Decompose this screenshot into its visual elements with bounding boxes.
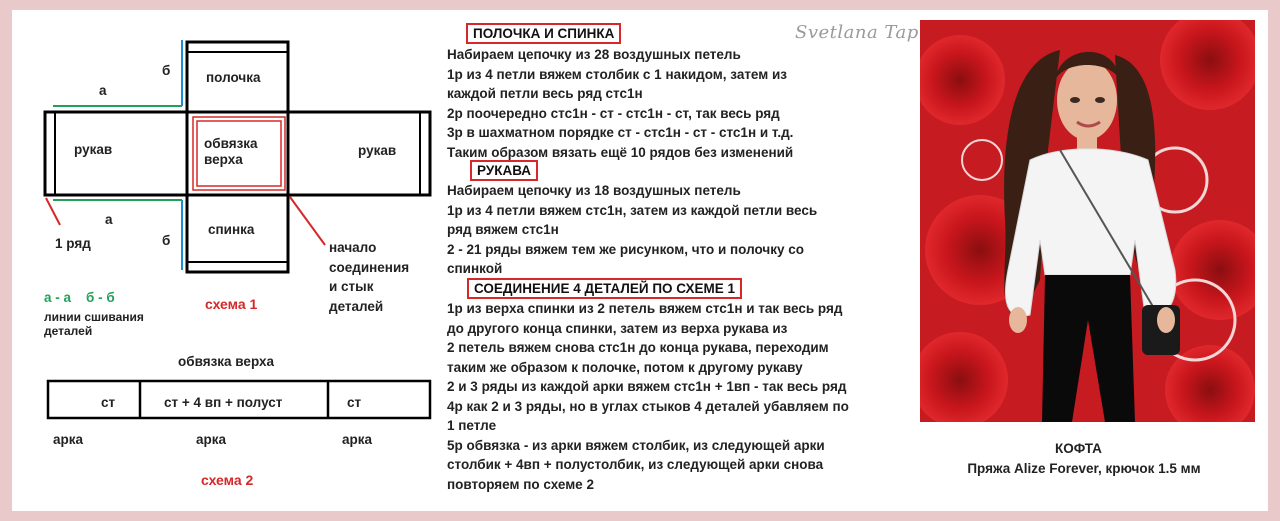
- text-line: таким же образом к полочке, потом к другому рукаву: [447, 359, 803, 375]
- seam-start-label: начало соединения и стык деталей: [329, 240, 410, 314]
- text-line: 2 петель вяжем снова стс1н до конца рукава, переходим: [447, 340, 829, 355]
- text-line: 1р из 4 петли вяжем столбик с 1 накидом, затем из: [447, 66, 788, 82]
- seam-start-pointer: [290, 197, 325, 245]
- front-label: полочка: [206, 70, 261, 85]
- back-label: спинка: [208, 222, 255, 237]
- section-heading-sleeves: РУКАВА: [470, 160, 538, 181]
- text-line: 1р из верха спинки из 2 петель вяжем стс1н и так весь ряд: [447, 301, 843, 316]
- author-signature: Svetlana Tap: [795, 22, 919, 43]
- sleeve-left-label: рукав: [74, 142, 113, 157]
- text-line: Набираем цепочку из 18 воздушных петель: [447, 183, 741, 198]
- photo-caption-title: КОФТА: [1055, 441, 1102, 456]
- seam-b-bottom-label: б: [162, 233, 171, 248]
- first-row-pointer: [46, 198, 60, 225]
- section-front-back-text: [447, 45, 793, 162]
- section-joining-text: [447, 299, 849, 494]
- text-line: до другого конца спинки, затем из верха рукава из: [447, 320, 788, 336]
- arch-label-1: арка: [53, 432, 84, 447]
- scheme-2-caption: схема 2: [201, 472, 254, 488]
- section-sleeves-text: [447, 181, 817, 279]
- text-line: 4р как 2 и 3 ряды, но в углах стыков 4 деталей убавляем по: [447, 398, 849, 414]
- section-heading-joining: СОЕДИНЕНИЕ 4 ДЕТАЛЕЙ ПО СХЕМЕ 1: [467, 278, 742, 299]
- scheme-2-cell-3: ст: [347, 395, 362, 410]
- text-line: 1р из 4 петли вяжем стс1н, затем из каждой петли весь: [447, 202, 818, 218]
- seam-a-top-label: а: [99, 83, 107, 98]
- text-line: Набираем цепочку из 28 воздушных петель: [447, 47, 741, 62]
- photo-caption-yarn: Пряжа Alize Forever, крючок 1.5 мм: [967, 461, 1201, 476]
- neckband-label: обвязка верха: [204, 136, 258, 167]
- doll-photo: [920, 20, 1255, 422]
- text-line: 5р обвязка - из арки вяжем столбик, из следующей арки: [447, 437, 825, 453]
- scheme-2-cell-2: ст + 4 вп + полуст: [164, 395, 283, 410]
- scheme-2-title: обвязка верха: [178, 354, 275, 369]
- text-line: каждой петли весь ряд стс1н: [447, 86, 643, 101]
- seam-b-top-label: б: [162, 63, 171, 78]
- arch-label-3: арка: [342, 432, 373, 447]
- arch-label-2: арка: [196, 432, 227, 447]
- text-line: 2 - 21 ряды вяжем тем же рисунком, что и полочку со: [447, 241, 805, 257]
- text-line: столбик + 4вп + полустолбик, из следующей арки снова: [447, 457, 824, 472]
- scheme-2-cell-1: ст: [101, 395, 116, 410]
- text-line: ряд вяжем стс1н: [447, 222, 559, 237]
- text-line: 2р поочередно стс1н - ст - стс1н - ст, так весь ряд: [447, 105, 780, 121]
- sleeve-right-label: рукав: [358, 143, 397, 158]
- text-line: 1 петле: [447, 418, 497, 433]
- text-line: 3р в шахматном порядке ст - стс1н - ст - стс1н и т.д.: [447, 125, 794, 140]
- text-line: Таким образом вязать ещё 10 рядов без изменений: [447, 144, 794, 160]
- text-line: спинкой: [447, 261, 503, 276]
- text-line: повторяем по схеме 2: [447, 476, 594, 492]
- text-line: 2 и 3 ряды из каждой арки вяжем стс1н + 1вп - так весь ряд: [447, 379, 847, 394]
- first-row-label: 1 ряд: [55, 236, 91, 251]
- scheme-1-caption: схема 1: [205, 296, 258, 312]
- legend-description: линии сшивания деталей: [44, 310, 144, 338]
- section-heading-front-back: ПОЛОЧКА И СПИНКА: [466, 23, 621, 44]
- legend-ab: а - а б - б: [44, 290, 115, 305]
- seam-a-bottom-label: а: [105, 212, 113, 227]
